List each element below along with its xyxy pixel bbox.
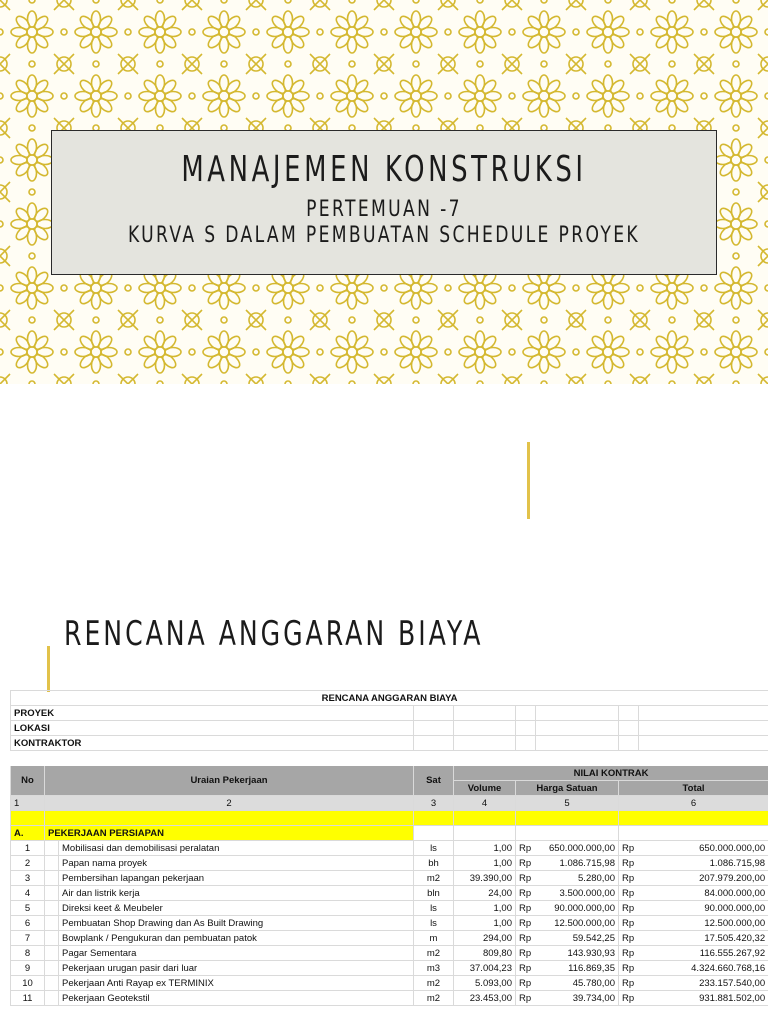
row-volume: 1,00 — [454, 916, 516, 931]
table-row — [11, 841, 768, 856]
row-harga-currency: Rp — [516, 841, 536, 856]
header-sat: Sat — [414, 766, 454, 796]
row-sat: bln — [414, 886, 454, 901]
row-total: 84.000.000,00 — [639, 886, 768, 901]
table-row — [11, 871, 768, 886]
row-volume: 37.004,23 — [454, 961, 516, 976]
section-code: A. — [11, 826, 45, 841]
row-total-currency: Rp — [619, 931, 639, 946]
section-name: PEKERJAAN PERSIAPAN — [45, 826, 414, 841]
header-harga-satuan: Harga Satuan — [516, 781, 619, 796]
row-harga: 5.280,00 — [536, 871, 619, 886]
table-row — [11, 916, 768, 931]
row-uraian: Air dan listrik kerja — [59, 886, 414, 901]
row-total-currency: Rp — [619, 946, 639, 961]
col-number: 4 — [454, 796, 516, 811]
row-no: 10 — [11, 976, 45, 991]
row-uraian: Pekerjaan Anti Rayap ex TERMINIX — [59, 976, 414, 991]
spacer-row — [11, 751, 768, 766]
row-harga: 45.780,00 — [536, 976, 619, 991]
sheet-title: RENCANA ANGGARAN BIAYA — [11, 691, 768, 706]
row-harga-currency: Rp — [516, 976, 536, 991]
table-row — [11, 901, 768, 916]
row-harga: 59.542,25 — [536, 931, 619, 946]
row-volume: 1,00 — [454, 841, 516, 856]
accent-line-left — [47, 646, 50, 692]
row-total-currency: Rp — [619, 976, 639, 991]
row-harga: 1.086.715,98 — [536, 856, 619, 871]
row-harga: 650.000.000,00 — [536, 841, 619, 856]
row-total-currency: Rp — [619, 886, 639, 901]
row-sat: bh — [414, 856, 454, 871]
slide-subtitle-topic: KURVA S DALAM PEMBUATAN SCHEDULE PROYEK — [128, 223, 640, 248]
row-sat: m2 — [414, 976, 454, 991]
row-uraian: Pagar Sementara — [59, 946, 414, 961]
col-number: 1 — [11, 796, 45, 811]
title-slide — [0, 0, 768, 384]
row-volume: 809,80 — [454, 946, 516, 961]
accent-line-top — [527, 442, 530, 519]
lokasi-label: LOKASI — [11, 721, 414, 736]
row-uraian: Pembuatan Shop Drawing dan As Built Drawing — [59, 916, 414, 931]
row-uraian: Papan nama proyek — [59, 856, 414, 871]
row-sat: ls — [414, 916, 454, 931]
info-row-proyek — [11, 706, 768, 721]
row-no: 9 — [11, 961, 45, 976]
row-harga-currency: Rp — [516, 991, 536, 1006]
row-sat: m2 — [414, 946, 454, 961]
row-sat: m — [414, 931, 454, 946]
row-spacer — [45, 856, 59, 871]
row-total: 650.000.000,00 — [639, 841, 768, 856]
info-row-lokasi — [11, 721, 768, 736]
row-no: 2 — [11, 856, 45, 871]
row-total: 207.979.200,00 — [639, 871, 768, 886]
row-uraian: Bowplank / Pengukuran dan pembuatan patok — [59, 931, 414, 946]
col-number: 3 — [414, 796, 454, 811]
proyek-label: PROYEK — [11, 706, 414, 721]
table-row — [11, 946, 768, 961]
header-total: Total — [619, 781, 768, 796]
row-harga: 12.500.000,00 — [536, 916, 619, 931]
header-volume: Volume — [454, 781, 516, 796]
row-harga-currency: Rp — [516, 871, 536, 886]
row-no: 1 — [11, 841, 45, 856]
row-volume: 23.453,00 — [454, 991, 516, 1006]
row-total: 116.555.267,92 — [639, 946, 768, 961]
col-number: 2 — [45, 796, 414, 811]
budget-spreadsheet — [10, 690, 768, 1006]
row-spacer — [45, 916, 59, 931]
row-harga-currency: Rp — [516, 961, 536, 976]
title-box — [51, 130, 717, 275]
row-harga-currency: Rp — [516, 901, 536, 916]
slide-subtitle-meeting: PERTEMUAN -7 — [306, 197, 462, 222]
row-total-currency: Rp — [619, 856, 639, 871]
row-spacer — [45, 961, 59, 976]
row-total-currency: Rp — [619, 916, 639, 931]
row-no: 11 — [11, 991, 45, 1006]
row-volume: 1,00 — [454, 901, 516, 916]
row-total: 931.881.502,00 — [639, 991, 768, 1006]
table-row — [11, 991, 768, 1006]
section-row — [11, 826, 768, 841]
row-harga-currency: Rp — [516, 931, 536, 946]
sheet-title-row — [11, 691, 768, 706]
row-harga: 116.869,35 — [536, 961, 619, 976]
row-uraian: Pembersihan lapangan pekerjaan — [59, 871, 414, 886]
table-row — [11, 856, 768, 871]
row-harga: 39.734,00 — [536, 991, 619, 1006]
row-no: 6 — [11, 916, 45, 931]
row-spacer — [45, 841, 59, 856]
row-total-currency: Rp — [619, 901, 639, 916]
row-total: 233.157.540,00 — [639, 976, 768, 991]
row-sat: ls — [414, 901, 454, 916]
row-total: 90.000.000,00 — [639, 901, 768, 916]
row-no: 8 — [11, 946, 45, 961]
row-uraian: Direksi keet & Meubeler — [59, 901, 414, 916]
row-spacer — [45, 931, 59, 946]
col-number: 6 — [619, 796, 768, 811]
row-total-currency: Rp — [619, 991, 639, 1006]
row-total: 12.500.000,00 — [639, 916, 768, 931]
row-total: 17.505.420,32 — [639, 931, 768, 946]
slide-heading: RENCANA ANGGARAN BIAYA — [64, 614, 484, 654]
col-number: 5 — [516, 796, 619, 811]
row-spacer — [45, 901, 59, 916]
row-uraian: Mobilisasi dan demobilisasi peralatan — [59, 841, 414, 856]
row-uraian: Pekerjaan Geotekstil — [59, 991, 414, 1006]
row-sat: ls — [414, 841, 454, 856]
row-no: 4 — [11, 886, 45, 901]
column-number-row — [11, 796, 768, 811]
row-spacer — [45, 886, 59, 901]
header-nilai-kontrak: NILAI KONTRAK — [454, 766, 768, 781]
header-no: No — [11, 766, 45, 796]
row-harga-currency: Rp — [516, 916, 536, 931]
row-harga: 3.500.000,00 — [536, 886, 619, 901]
row-spacer — [45, 871, 59, 886]
row-harga-currency: Rp — [516, 946, 536, 961]
row-no: 5 — [11, 901, 45, 916]
row-sat: m3 — [414, 961, 454, 976]
row-volume: 39.390,00 — [454, 871, 516, 886]
rab-slide — [0, 384, 768, 1024]
row-total: 1.086.715,98 — [639, 856, 768, 871]
row-spacer — [45, 946, 59, 961]
row-total: 4.324.660.768,16 — [639, 961, 768, 976]
row-total-currency: Rp — [619, 871, 639, 886]
row-spacer — [45, 991, 59, 1006]
table-row — [11, 961, 768, 976]
table-row — [11, 931, 768, 946]
row-sat: m2 — [414, 991, 454, 1006]
table-row — [11, 886, 768, 901]
row-no: 3 — [11, 871, 45, 886]
row-volume: 1,00 — [454, 856, 516, 871]
row-spacer — [45, 976, 59, 991]
row-volume: 24,00 — [454, 886, 516, 901]
row-harga-currency: Rp — [516, 886, 536, 901]
row-harga: 143.930,93 — [536, 946, 619, 961]
info-row-kontraktor — [11, 736, 768, 751]
row-sat: m2 — [414, 871, 454, 886]
row-harga-currency: Rp — [516, 856, 536, 871]
highlight-row — [11, 811, 768, 826]
row-total-currency: Rp — [619, 961, 639, 976]
slide-title: MANAJEMEN KONSTRUKSI — [181, 149, 587, 190]
table-row — [11, 976, 768, 991]
row-volume: 5.093,00 — [454, 976, 516, 991]
row-total-currency: Rp — [619, 841, 639, 856]
row-volume: 294,00 — [454, 931, 516, 946]
row-no: 7 — [11, 931, 45, 946]
row-uraian: Pekerjaan urugan pasir dari luar — [59, 961, 414, 976]
header-uraian: Uraian Pekerjaan — [45, 766, 414, 796]
kontraktor-label: KONTRAKTOR — [11, 736, 414, 751]
header-row-1 — [11, 766, 768, 781]
row-harga: 90.000.000,00 — [536, 901, 619, 916]
